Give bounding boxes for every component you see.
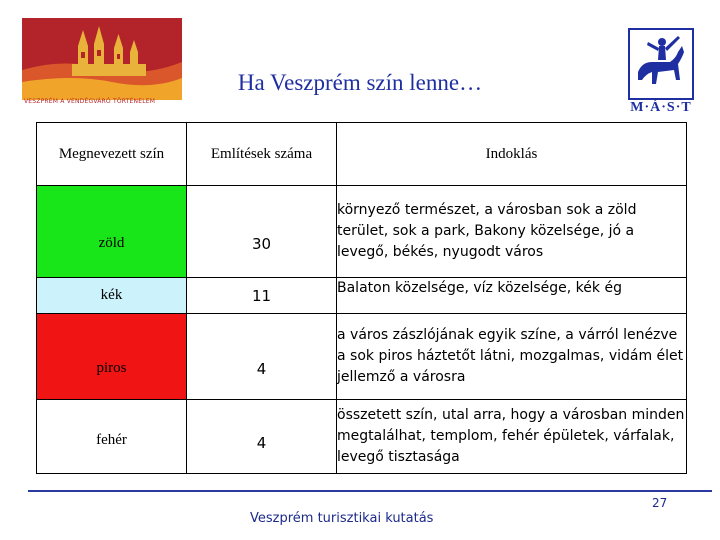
header-mentions: Említések száma [187,123,337,186]
reason-cell: környező természet, a városban sok a zöld terület, sok a park, Bakony közelsége, jó a levegő, békés, nyugodt város [337,186,687,278]
header-reason: Indoklás [337,123,687,186]
mentions-value: 4 [256,433,267,452]
color-name-cell [37,186,187,278]
color-name: fehér [96,432,127,448]
mentions-value: 4 [256,359,267,378]
page-number: 27 [652,496,668,510]
mentions-value: 11 [251,286,272,305]
color-survey-table [36,122,687,474]
color-name-cell [37,314,187,400]
mentions-cell [187,400,337,474]
mentions-cell [187,278,337,314]
right-logo-caption: M·Á·S·T [630,100,692,115]
table-row [37,278,687,314]
color-name: piros [96,360,127,376]
mentions-cell [187,186,337,278]
table-row [37,314,687,400]
footer-divider [28,490,712,492]
mentions-cell [187,314,337,400]
color-name: kék [100,287,123,303]
table-row [37,400,687,474]
slide-title: Ha Veszprém szín lenne… [237,70,483,95]
color-name: zöld [98,235,125,251]
table-header-row [37,123,687,186]
mentions-value: 30 [251,234,272,253]
veszprem-logo [22,18,182,110]
color-name-cell [37,400,187,474]
footer-text: Veszprém turisztikai kutatás [250,511,434,526]
reason-cell: a város zászlójának egyik színe, a várról lenézve a sok piros háztetőt látni, mozgalmas, vidám élet jellemző a városra [337,314,687,400]
reason-cell: összetett szín, utal arra, hogy a városban minden megtalálhat, templom, fehér épületek, várfalak, levegő tisztasága [337,400,687,474]
color-name-cell [37,278,187,314]
left-logo-caption: VESZPRÉM A VENDÉGVÁRÓ TÖRTÉNELEM [24,98,156,105]
reason-cell: Balaton közelsége, víz közelsége, kék ég [337,278,687,314]
table-row [37,186,687,278]
header-color: Megnevezett szín [37,123,187,186]
